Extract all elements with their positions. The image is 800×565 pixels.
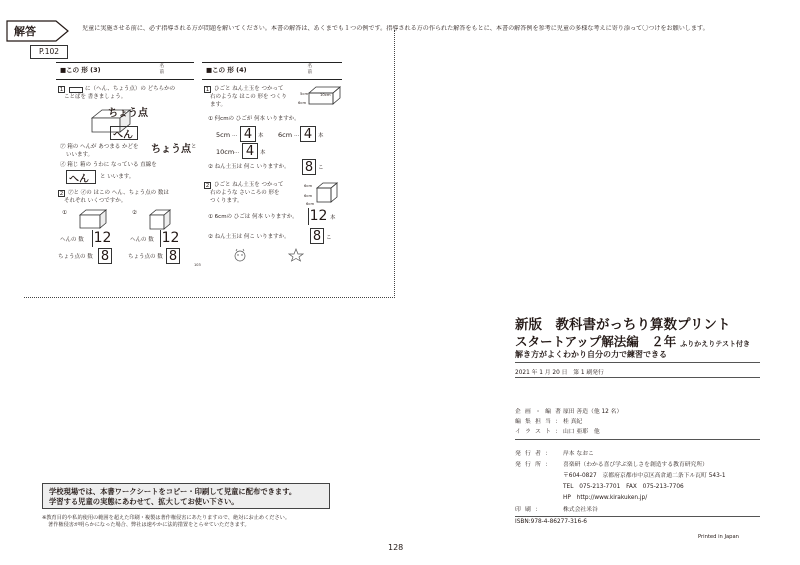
- figure-label-a: ①: [62, 210, 67, 216]
- answer-chouten: ちょう点: [108, 108, 148, 119]
- leader-dots: …: [232, 132, 238, 138]
- figure-dim-label: 5cm: [300, 91, 309, 96]
- book-subtitle-small: ふりかえりテスト付き: [680, 340, 750, 348]
- label-edges: へんの 数: [60, 237, 84, 243]
- question-text: つくります。: [210, 198, 243, 204]
- copyright-warning: ※教育目的や私的使用の範囲を超えた印刷・複製は著作権侵害にあたりますので、絶対にお止めください。: [42, 515, 291, 521]
- question-number: 2: [59, 191, 64, 197]
- credit-row: 編 集 担 当 ：桂 真紀: [515, 419, 583, 425]
- cuboid-figure-icon: [78, 208, 108, 230]
- figure-dim-label: 10cm: [320, 92, 331, 97]
- unit-hon: 本: [318, 133, 324, 139]
- sub-question: ② ねん土玉は 何こ いりますか。: [208, 164, 290, 170]
- leader-dots: …: [234, 149, 240, 155]
- cube-figure-icon: [148, 208, 172, 230]
- answer-count-5: 4: [240, 126, 256, 142]
- credit-row: 企 画 ・ 編 著 ：原田 善造（他 12 名）: [515, 409, 623, 415]
- name-field-label: 名 前: [307, 64, 312, 75]
- answer-tag-label: 解答: [14, 25, 36, 38]
- cut-line-vertical: [394, 30, 395, 298]
- question-text: 右のような さいころの 形を: [210, 190, 280, 196]
- worksheet-right-title: ■この 形 (4): [206, 66, 247, 74]
- divider: [515, 516, 760, 517]
- blank-box: [69, 87, 83, 93]
- publisher-row: TEL 075-213-7701 FAX 075-213-7706: [563, 484, 684, 490]
- label-vertices: ちょう点の 数: [128, 254, 163, 260]
- question-number: 2: [205, 183, 210, 189]
- star-character-illustration-icon: [288, 248, 304, 262]
- unit-hon: 本: [330, 215, 336, 221]
- page-number: 128: [388, 543, 404, 552]
- unit-ko: こ: [326, 235, 332, 241]
- publisher-row: HP http://www.kirakuken.jp/: [563, 495, 648, 501]
- answer-edges-b: 12: [161, 230, 180, 246]
- figure-label-b: ②: [132, 210, 137, 216]
- answer-edges-a: 12: [93, 230, 112, 246]
- divider: [515, 439, 760, 440]
- credit-row: イ ラ ス ト ：山口 亜耶 他: [515, 429, 600, 435]
- question-text: ひごと ねん土玉を つかって: [214, 86, 284, 92]
- figure-dim-label: 6cm: [306, 201, 315, 206]
- copy-permission-notice: [42, 483, 330, 509]
- answer-hen: へん: [113, 130, 133, 141]
- question-text: ひごと ねん土玉を つかって: [214, 182, 284, 188]
- notice-line: 学校現場では、本書ワークシートをコピー・印刷して児童に配布できます。: [49, 487, 297, 496]
- divider: [515, 362, 760, 363]
- answer-vertices-a: 8: [98, 248, 112, 264]
- sub-question: ② ねん土玉は 何こ いりますか。: [208, 234, 290, 240]
- printed-in: Printed in Japan: [698, 534, 739, 540]
- question-text: 右のような はこの 形を つくり: [210, 94, 287, 100]
- publication-date: 2021 年 1 月 20 日 第 1 刷発行: [515, 370, 604, 376]
- answer-clay-2: 8: [310, 228, 324, 244]
- worksheet-left-title: ■この 形 (3): [60, 66, 101, 74]
- answer-stick-6: 12: [309, 208, 328, 224]
- sub-question-a-end: と: [191, 144, 197, 150]
- unit-ko: こ: [318, 165, 324, 171]
- answer-clay-1: 8: [302, 159, 316, 175]
- answer-count-6: 4: [300, 126, 316, 142]
- notice-line: 学習する児童の実態にあわせて、拡大してお使い下さい。: [49, 497, 239, 506]
- cut-line-horizontal: [24, 297, 395, 298]
- publisher-row: 発 行 所 ： 喜楽研（わかる喜び学ぶ楽しさを創造する教育研究所）: [515, 462, 708, 468]
- worksheet-left-header: [56, 62, 194, 80]
- answer-hen-2: へん: [69, 174, 89, 185]
- question-text: それぞれ いくつですか。: [64, 198, 127, 204]
- length-label-6: 6cm: [278, 131, 293, 139]
- publisher-row: 印 刷 ： 株式会社米谷: [515, 507, 598, 513]
- figure-dim-label: 6cm: [304, 183, 313, 188]
- length-label-10: 10cm: [216, 148, 235, 156]
- answer-count-10: 4: [242, 143, 258, 159]
- figure-dim-label: 6cm: [304, 193, 313, 198]
- question-number: 1: [59, 87, 64, 93]
- question-text: に（へん、ちょう点）の どちらかの: [85, 86, 176, 92]
- name-field-label: 名 前: [159, 64, 164, 75]
- answer-tag: [6, 20, 70, 42]
- book-catchphrase: 解き方がよくわかり自分の力で練習できる: [515, 350, 667, 359]
- answer-vertices-b: 8: [166, 248, 180, 264]
- worksheet-right: [202, 62, 342, 262]
- figure-dim-label: 6cm: [298, 100, 307, 105]
- sub-question-a-end2: いいます。: [66, 152, 94, 158]
- question-text: ことばを 書きましょう。: [64, 94, 127, 100]
- answer-chouten-2: ちょう点: [151, 144, 191, 155]
- stick-cube-figure-icon: [314, 180, 340, 204]
- question-number: 1: [205, 87, 210, 93]
- worksheet-left: [56, 62, 197, 264]
- copyright-warning: 著作権侵害が明らかになった場合、弊社は速やかに法的措置をとらせていただきます。: [48, 522, 250, 528]
- answer-note: 児童に実施させる前に、必ず指導される方が問題を解いてください。本書の解答は、あくまでも１つの例です。指導される方の作られた解答をもとに、本書の解答例を参考に児童の多様な考えに寄り添って〇つけをお願いします。: [82, 25, 709, 32]
- sub-question: ① 何cmの ひごが 何本 いりますか。: [208, 116, 300, 122]
- sub-question-b: ㋑ 箱じ 箱の うわに なっている 直線を: [60, 162, 157, 168]
- book-subtitle: スタートアップ解法編 ２年 ふりかえりテスト付き: [515, 334, 750, 349]
- sub-question-b-end: と いいます。: [100, 174, 135, 180]
- question-text: ます。: [210, 102, 227, 108]
- question-text: ㋐と ㋑の はこの へん、ちょう点の 数は: [68, 190, 169, 196]
- worksheet-page-mark: 103: [194, 263, 201, 267]
- page-reference-label: P.102: [30, 45, 68, 59]
- unit-hon: 本: [260, 150, 266, 156]
- sub-question: ① 6cmの ひごは 何本 いりますか。: [208, 214, 298, 220]
- sub-question-a: ㋐ 箱の へんが あつまる かどを: [60, 144, 139, 150]
- publisher-row: 〒604-0827 京都府京都市中京区高倉通二条下ル瓦町 543-1: [563, 473, 726, 479]
- leader-dots: …: [294, 132, 300, 138]
- isbn: ISBN:978-4-86277-316-6: [515, 519, 587, 525]
- character-illustration-icon: [232, 248, 248, 262]
- book-title: 新版 教科書がっちり算数プリント: [515, 317, 731, 333]
- unit-hon: 本: [258, 133, 264, 139]
- publisher-row: 発 行 者 ： 岸本 なおこ: [515, 451, 594, 457]
- label-vertices: ちょう点の 数: [58, 254, 93, 260]
- length-label-5: 5cm: [216, 131, 231, 139]
- divider: [515, 377, 760, 378]
- worksheet-right-header: [202, 62, 342, 80]
- label-edges: へんの 数: [130, 237, 154, 243]
